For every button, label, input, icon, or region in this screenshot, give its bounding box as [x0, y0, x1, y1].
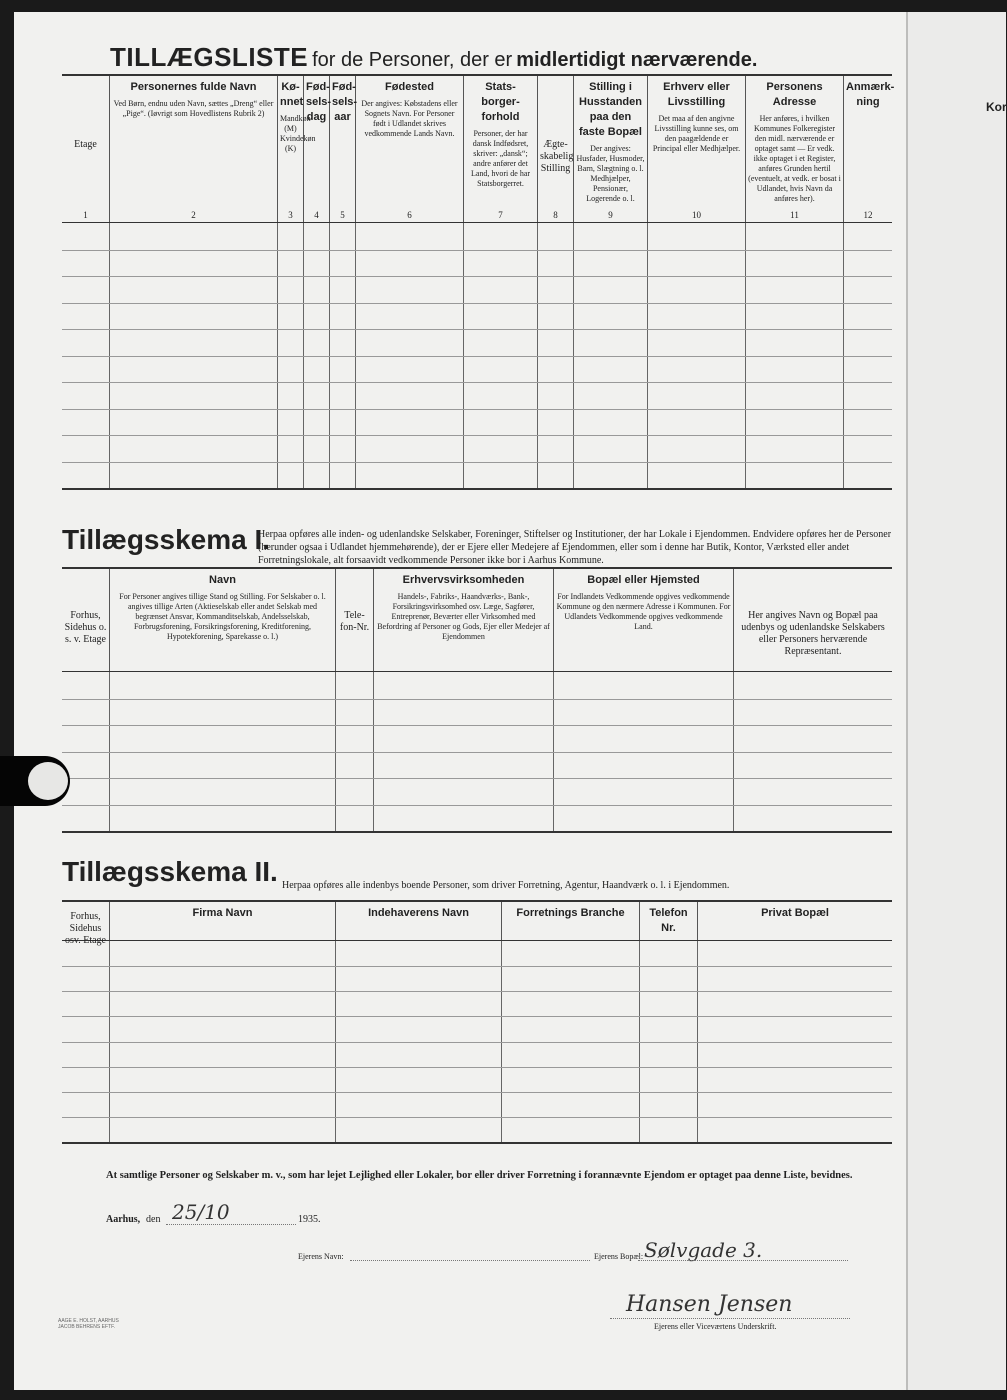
t3head-col-1: [62, 902, 110, 946]
column-number: 5: [340, 210, 345, 220]
owner-address-line: [638, 1260, 848, 1261]
column-heading: Indehaverens Navn: [368, 907, 469, 919]
t2head-col-2: [110, 569, 336, 671]
column-number: 1: [83, 210, 88, 220]
column-subtext: For Personer angives tillige Stand og Stilling. For Selskaber o. l. angives tillige Arten (Aktieselskab eller andet Selskab med begrænset Ansvar, Kommanditselskab, Andelsselskab, Forbrugsforening, Forsikringsforening, Kreditforening, Hypotekforening, Sparekasse o. l.): [119, 592, 326, 641]
table-row-line: [62, 752, 892, 753]
table-row-line: [62, 276, 892, 277]
column-subtext: Der angives: Købstadens eller Sognets Navn. For Personer født i Udlandet skrives vedkommende Lands Navn.: [361, 99, 458, 138]
table-row-line: [62, 1042, 892, 1043]
signature-label: Ejerens eller Viceværtens Underskrift.: [654, 1322, 777, 1331]
column-subtext: Det maa af den angivne Livsstilling kunne ses, om den paagældende er Principal eller Medhjælper.: [652, 114, 741, 153]
skema2-description: Herpaa opføres alle indenbys boende Personer, som driver Forretning, Agentur, Haandværk o. l. i Ejendommen.: [282, 880, 730, 891]
title-end: midlertidigt nærværende.: [516, 49, 758, 71]
table-row-line: [62, 699, 892, 700]
binder-clip: [0, 756, 70, 806]
column-subtext: Mandkøn (M) Kvindekøn (K): [280, 114, 316, 153]
table-row-line: [62, 1067, 892, 1068]
column-subtext: Tele-fon-Nr.: [339, 610, 370, 633]
column-heading: Fød-sels-dag: [306, 81, 332, 123]
table-row-line: [62, 382, 892, 383]
footer-den: den: [146, 1214, 161, 1225]
t1head-col-10: [648, 76, 746, 222]
date-line: [166, 1224, 296, 1225]
column-subtext: Her angives Navn og Bopæl paa udenbys og udenlandske Selskabers eller Personers herværende Repræsentant.: [741, 610, 885, 657]
t2head-col-4: [374, 569, 554, 671]
skema1-title: Tillægsskema I.: [62, 524, 271, 555]
table2-header: [62, 569, 892, 672]
column-subtext: Personer, der har dansk Indfødsret, skriver: „dansk“; andre anfører det Land, hvori de har Statsborgerret.: [470, 129, 531, 188]
table-row-line: [62, 725, 892, 726]
column-heading: Stats-borger-forhold: [481, 81, 520, 123]
table-row-line: [62, 1016, 892, 1017]
column-number: 4: [314, 210, 319, 220]
t3head-col-4: [502, 902, 640, 940]
footer-statement: At samtlige Personer og Selskaber m. v., som har lejet Lejlighed eller Lokaler, bor eller driver Forretning i forannævnte Ejendom er optaget paa denne Liste, bevidnes.: [106, 1170, 853, 1181]
signature-handwritten: Hansen Jensen: [626, 1292, 793, 1317]
column-heading: Navn: [209, 574, 236, 586]
column-heading: Anmærk-ning: [846, 81, 895, 108]
title-middle: for de Personer, der er: [312, 49, 513, 71]
column-heading: Telefon Nr.: [649, 907, 688, 934]
column-number: 10: [692, 210, 701, 220]
date-handwritten: 25/10: [172, 1200, 230, 1224]
skema2-title: Tillægsskema II.: [62, 856, 278, 887]
t2head-col-3: [336, 569, 374, 671]
table-row-line: [62, 778, 892, 779]
t1head-col-1: [62, 76, 110, 222]
footer-year: 1935.: [298, 1214, 321, 1225]
printer-imprint: AAGE E. HOLST, AARHUS JACOB BEHRENS EFTF.: [58, 1318, 119, 1330]
form-page: [14, 12, 908, 1390]
t1head-col-3: [278, 76, 316, 222]
t1head-col-8: [538, 76, 574, 222]
table-row-line: [62, 409, 892, 410]
table-row-line: [62, 1117, 892, 1118]
column-heading: Personernes fulde Navn: [130, 81, 257, 93]
owner-name-label: Ejerens Navn:: [298, 1252, 344, 1261]
column-heading: Forretnings Branche: [516, 907, 625, 919]
t1head-col-5: [330, 76, 356, 222]
column-heading: Personens Adresse: [766, 81, 823, 108]
t3head-col-3: [336, 902, 502, 940]
column-heading: Firma Navn: [192, 907, 253, 919]
column-heading: Erhverv eller Livsstilling: [663, 81, 730, 108]
table-row-line: [62, 435, 892, 436]
column-number: 6: [407, 210, 412, 220]
column-number: 3: [288, 210, 293, 220]
column-number: 9: [608, 210, 613, 220]
column-heading: Privat Bopæl: [761, 907, 829, 919]
table-row-line: [62, 991, 892, 992]
owner-address-label: Ejerens Bopæl:: [594, 1252, 644, 1261]
t1head-col-4: [304, 76, 330, 222]
t1head-col-12: [844, 76, 895, 222]
skema1-description: Herpaa opføres alle inden- og udenlandske Selskaber, Foreninger, Stiftelser og Institutioner, der har Lokale i Ejendommen. Endvidere opføres her de Personer (herunder ogsaa i Udlandet hjemmehørende), der er Ejere eller Medejere af Ejendommen, eller som i denne har Butik, Kontor, Værksted eller andet Forretningslokale, alt forsaavidt vedkommende Personer ikke bor i Aarhus Kommune.: [258, 529, 892, 566]
table1-body: [62, 223, 892, 488]
column-number: 11: [790, 210, 799, 220]
adjacent-page-label: Kor: [986, 100, 1007, 114]
t1head-col-7: [464, 76, 538, 222]
t1head-col-2: [110, 76, 278, 222]
table-skema1: [62, 567, 892, 833]
table1-header: [62, 76, 895, 223]
table2-body: [62, 672, 892, 831]
footer-place: Aarhus,: [106, 1214, 141, 1225]
title-main: TILLÆGSLISTE: [110, 42, 309, 72]
table-row-line: [62, 329, 892, 330]
t1head-col-6: [356, 76, 464, 222]
table-row-line: [62, 1092, 892, 1093]
t1head-col-11: [746, 76, 844, 222]
column-heading: Erhvervsvirksomheden: [402, 574, 525, 586]
table-skema2: [62, 900, 892, 1144]
t3head-col-6: [698, 902, 892, 940]
table-row-line: [62, 303, 892, 304]
column-number: 2: [191, 210, 196, 220]
column-subtext: Etage: [74, 139, 97, 150]
column-subtext: Ægte-skabelig Stilling: [540, 139, 574, 174]
column-number: 8: [553, 210, 558, 220]
column-number: 12: [863, 210, 873, 220]
column-subtext: Her anføres, i hvilken Kommunes Folkeregister den midl. nærværende er optaget samt — Er vedk. ikke optaget i et Register, anføres Grunden hertil (eventuelt, at vedk. er bosat i Udlandet, hvis Navn da anføres her).: [748, 114, 841, 203]
column-heading: Stilling i Husstanden paa den faste Bopæl: [579, 81, 642, 138]
table-row-line: [62, 805, 892, 806]
column-heading: Kø-nnet: [280, 81, 304, 108]
t1head-col-9: [574, 76, 648, 222]
table-row-line: [62, 356, 892, 357]
adjacent-page: [906, 12, 1006, 1390]
t2head-col-5: [554, 569, 734, 671]
t2head-col-6: [734, 569, 892, 671]
column-heading: Fød-sels-aar: [332, 81, 358, 123]
column-heading: Bopæl eller Hjemsted: [587, 574, 700, 586]
table-row-line: [62, 462, 892, 463]
table3-body: [62, 941, 892, 1142]
table-temporary-persons: [62, 74, 895, 490]
owner-address-handwritten: Sølvgade 3.: [644, 1238, 763, 1262]
table3-header: [62, 902, 892, 946]
table-row-line: [62, 966, 892, 967]
column-subtext: Handels-, Fabriks-, Haandværks-, Bank-, Forsikringsvirksomhed osv. Læge, Sagfører, Entreprenør, Beværter eller Virksomhed med Befordring af Personer og Gods, Ejer eller Medejer af Ejendommen: [377, 592, 550, 641]
table-row-line: [62, 250, 892, 251]
column-subtext: For Indlandets Vedkommende opgives vedkommende Kommune og den nærmere Adresse i Kommunen. For Udlandets Vedkommende opgives vedkommende Land.: [556, 592, 731, 631]
column-subtext: Forhus, Sidehus o. s. v. Etage: [64, 610, 107, 645]
t2head-col-1: [62, 569, 110, 671]
column-number: 7: [498, 210, 503, 220]
t3head-col-2: [110, 902, 336, 940]
signature-line: [610, 1318, 850, 1319]
page-title: [110, 42, 757, 73]
column-heading: Fødested: [385, 81, 434, 93]
t3head-col-5: [640, 902, 698, 940]
column-subtext: Ved Børn, endnu uden Navn, sættes „Dreng“ eller „Pige“. (Iøvrigt som Hovedlistens Rubrik 2): [113, 99, 274, 118]
owner-name-line: [350, 1260, 590, 1261]
column-subtext: Der angives: Husfader, Husmoder, Barn, Slægtning o. l. Medhjælper, Pensionær, Logerende o. l.: [576, 144, 645, 203]
column-subtext: Forhus, Sidehus osv. Etage: [64, 911, 106, 946]
